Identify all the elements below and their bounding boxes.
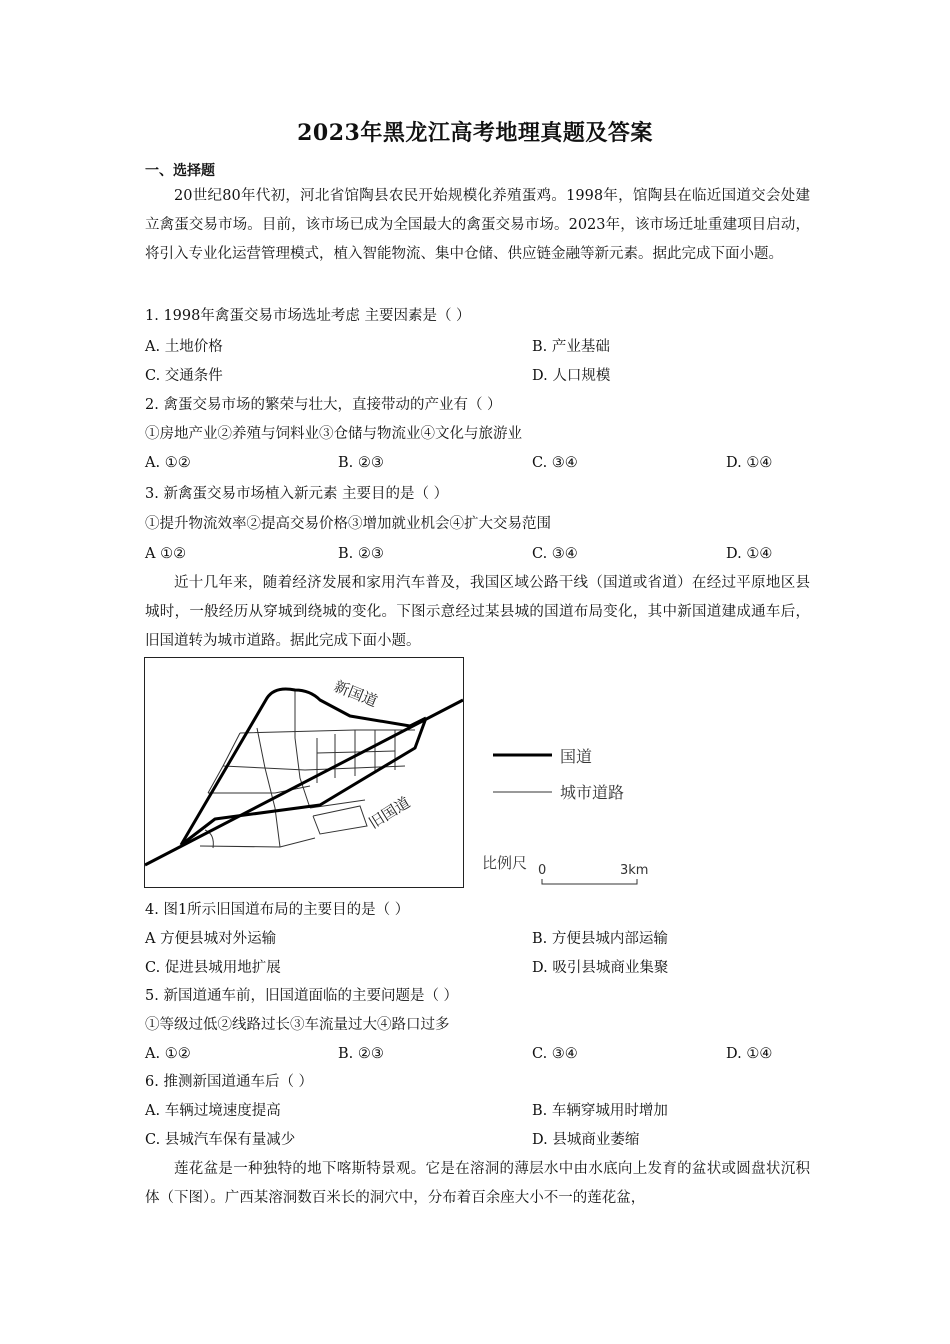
q3-option-a: A ①② (145, 546, 187, 562)
old-road-label: 旧国道 (365, 793, 414, 833)
scale-bar (542, 879, 637, 884)
city-road (200, 838, 315, 847)
page-title: 2023年黑龙江高考地理真题及答案 (297, 120, 653, 146)
q5-option-c: C. ③④ (532, 1046, 578, 1062)
question-4-stem: 4. 图1所示旧国道布局的主要目的是（ ） (145, 902, 410, 918)
q6-option-a: A. 车辆过境速度提高 (145, 1103, 281, 1119)
question-6-stem: 6. 推测新国道通车后（ ） (145, 1074, 314, 1090)
city-road (313, 806, 367, 834)
q2-option-a: A. ①② (145, 455, 191, 471)
passage-1: 20世纪80年代初，河北省馆陶县农民开始规模化养殖蛋鸡。1998年，馆陶县在临近国道交会处建立禽蛋交易市场。目前，该市场已成为全国最大的禽蛋交易市场。2023年，该市场迁址重建项目启动，将引入专业化运营管理模式，植入智能物流、集中仓储、供应链金融等新元素。据此完成下面小题。 (145, 188, 810, 262)
q2-option-c: C. ③④ (532, 455, 578, 471)
q2-option-b: B. ②③ (338, 455, 384, 471)
national-roads (145, 689, 463, 865)
legend-national-label: 国道 (560, 747, 593, 766)
city-road (208, 733, 240, 793)
city-road (317, 751, 395, 753)
q4-option-a: A 方便县城对外运输 (145, 931, 277, 947)
q6-option-c: C. 县城汽车保有量减少 (145, 1132, 296, 1148)
q1-option-d: D. 人口规模 (532, 368, 611, 384)
q1-option-a: A. 土地价格 (145, 339, 223, 355)
q4-option-d: D. 吸引县城商业集聚 (532, 960, 669, 976)
question-1-stem: 1. 1998年禽蛋交易市场选址考虑 主要因素是（ ） (145, 308, 471, 324)
road-map-figure (144, 657, 464, 888)
scale-zero: 0 (538, 863, 547, 878)
scale-label: 比例尺 (482, 854, 528, 872)
q3-option-d: D. ①④ (726, 546, 773, 562)
scale-end: 3km (620, 863, 649, 878)
passage-2: 近十几年来，随着经济发展和家用汽车普及，我国区域公路干线（国道或省道）在经过平原地区县城时，一般经历从穿城到绕城的变化。下图示意经过某县城的国道布局变化，其中新国道建成通车后，旧国道转为城市道路。据此完成下面小题。 (145, 575, 810, 649)
question-2-items: ①房地产业②养殖与饲料业③仓储与物流业④文化与旅游业 (145, 426, 522, 442)
question-3-items: ①提升物流效率②提高交易价格③增加就业机会④扩大交易范围 (145, 516, 551, 532)
q1-option-b: B. 产业基础 (532, 339, 610, 355)
q5-option-a: A. ①② (145, 1046, 191, 1062)
section-heading: 一、选择题 (145, 163, 215, 179)
question-5-items: ①等级过低②线路过长③车流量过大④路口过多 (145, 1017, 450, 1033)
q2-option-d: D. ①④ (726, 455, 773, 471)
q4-option-c: C. 促进县城用地扩展 (145, 960, 281, 976)
question-5-stem: 5. 新国道通车前，旧国道面临的主要问题是（ ） (145, 988, 459, 1004)
q5-option-d: D. ①④ (726, 1046, 773, 1062)
map-legend (480, 735, 680, 895)
q4-option-b: B. 方便县城内部运输 (532, 931, 668, 947)
city-road (295, 689, 310, 808)
city-road (257, 728, 280, 847)
q3-option-b: B. ②③ (338, 546, 384, 562)
q1-option-c: C. 交通条件 (145, 368, 223, 384)
question-3-stem: 3. 新禽蛋交易市场植入新元素 主要目的是（ ） (145, 486, 449, 502)
question-2-stem: 2. 禽蛋交易市场的繁荣与壮大，直接带动的产业有（ ） (145, 397, 502, 413)
road-map-svg (145, 658, 463, 887)
q6-option-b: B. 车辆穿城用时增加 (532, 1103, 668, 1119)
q5-option-b: B. ②③ (338, 1046, 384, 1062)
city-road (240, 730, 415, 733)
q3-option-c: C. ③④ (532, 546, 578, 562)
passage-3: 莲花盆是一种独特的地下喀斯特景观。它是在溶洞的薄层水中由水底向上发育的盆状或圆盘状沉积体（下图）。广西某溶洞数百米长的洞穴中，分布着百余座大小不一的莲花盆， (145, 1161, 810, 1206)
q6-option-d: D. 县城商业萎缩 (532, 1132, 640, 1148)
legend-city-label: 城市道路 (560, 783, 625, 802)
new-road-label: 新国道 (331, 677, 380, 711)
